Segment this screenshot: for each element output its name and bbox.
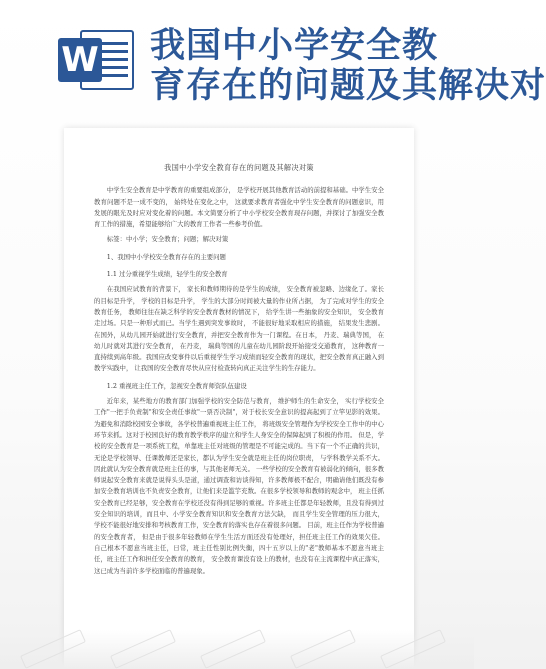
body-paragraph-1: 在我国应试教育的背景下， 家长和教师期待的是学生的成绩， 安全教育被忽略、边缘化了。家长的目标是升学， 学校的目标是升学， 学生的大部分时间被大量的作业所占据， 为了完成对学生的安全教育任务， 教师往往在缺乏科学的安全教育教材的情况下， 给学生讲一些抽象的安全知识， 安全教育走过场。只是一种形式而已。当学生遇到突发事故时， 不能很好地采取相应的措施， 结果发生悲剧。在国外，从幼儿园开始就进行安全教育，并把安全教育作为一门课程。在日本， 丹麦、瑞典等国， 在幼儿时就对其进行安全教育， 在丹麦， 瑞典等国的儿童在幼儿园阶段开始接受交通教育， 这种教育一直持续到高年级。我国应改变事件以后重视学生学习成绩而轻安全教育的现状，把安全教育真正融入到教学实践中， 让我国的安全教育尽快从应付检查转向真正关注学生的生存能力。 bbox=[94, 285, 384, 373]
banner-title bbox=[150, 26, 546, 106]
body-paragraph-2: 近年来，某些地方的教育部门加强学校的安全防范与教育， 维护师生的生命安全， 实行学校安全工作"一把手负责制"和安全责任事故"一票否决制"，对于校长安全意识的提高起到了立竿见影的效果。为避免和消除校园安全事故，各学校普遍重视班主任工作， 将班级安全管理作为学校安全工作中的中心环节来抓。这对于校园良好的教育教学秩序的建立和学生人身安全的保障起到了积极的作用。 但是，学校的安全教育是一项系统工程，单靠班主任对班级的管理是不可能完成的。当下有一个不正确的共识， 无论是学校领导、任课教师还是家长，都认为学生安全就是班主任的岗位职责， 与学科教学关系不大。 因此就认为安全教育就是班主任的事，与其他老师无关。 一些学校的安全教育有被弱化的倾向，很多教师说起安全教育来就是说得头头是道，通过调查和访谈得知，许多教师极不配合，明确请他们既没有参加安全教育培训也不负责安全教育，让他们来是滥竽充数。在很多学校领导和教师的观念中， 班主任抓安全教育已经足够，安全教育在学校还没有得到足够的重视。许多班主任都是年轻教师，且没有得到过安全知识的培训，而且中、小学安全教育知识和安全教育方法欠缺， 而且学生安全管理的压力很大， 学校不能很好地安排和考核教育工作，安全教育的落实也存在着很多问题。 目前，班主任作为学校普遍的安全教育者， 但是由于很多年轻教师在学生生活方面还没有处理好，担任班主任工作的效果欠佳。 自己根本不愿意当班主任，日常，班主任性别比例失衡，四十五岁以上的"老"教师基本不愿意当班主任，班主任工作和担任安全教育的教育， 安全教育课没有设上的教材，也没有在主流课程中真正落实， 这已成为当前许多学校面临的普遍现象。 bbox=[94, 397, 384, 575]
subsection-heading-1-1: 1.1 过分重视学生成绩，轻学生的安全教育 bbox=[106, 270, 228, 279]
banner-title-line-1: 我国中小学安全教 bbox=[150, 26, 439, 66]
subsection-heading-1-2: 1.2 重视班主任工作，忽视安全教育师资队伍建设 bbox=[106, 381, 247, 390]
banner-title-line-2: 育存在的问题及其解决对 bbox=[150, 66, 546, 106]
document-page bbox=[64, 128, 414, 669]
word-logo-tile: W bbox=[58, 38, 102, 82]
watermark-band bbox=[0, 630, 474, 669]
word-icon bbox=[58, 30, 136, 92]
abstract-paragraph: 中学生安全教育是中学教育的重要组成部分， 是学校开展其他教育活动的前提和基础。中学生安全教育问题不是一成不变的， 始终处在变化之中， 这就要求教育者强化中学生安全教育的问题意识，用发展的眼光及时应对变化着的问题。本文简要分析了中小学校安全教育现存问题，并探讨了加强安全教育工作的措施，希望能够给广大的教育工作者一些参考价值。 bbox=[94, 186, 384, 229]
document-title: 我国中小学安全教育存在的问题及其解决对策 bbox=[164, 163, 314, 172]
keywords-line: 标签：中小学；安全教育；问题；解决对策 bbox=[106, 235, 229, 244]
section-heading-1: 1、我国中小学校安全教育存在的主要问题 bbox=[106, 252, 226, 261]
